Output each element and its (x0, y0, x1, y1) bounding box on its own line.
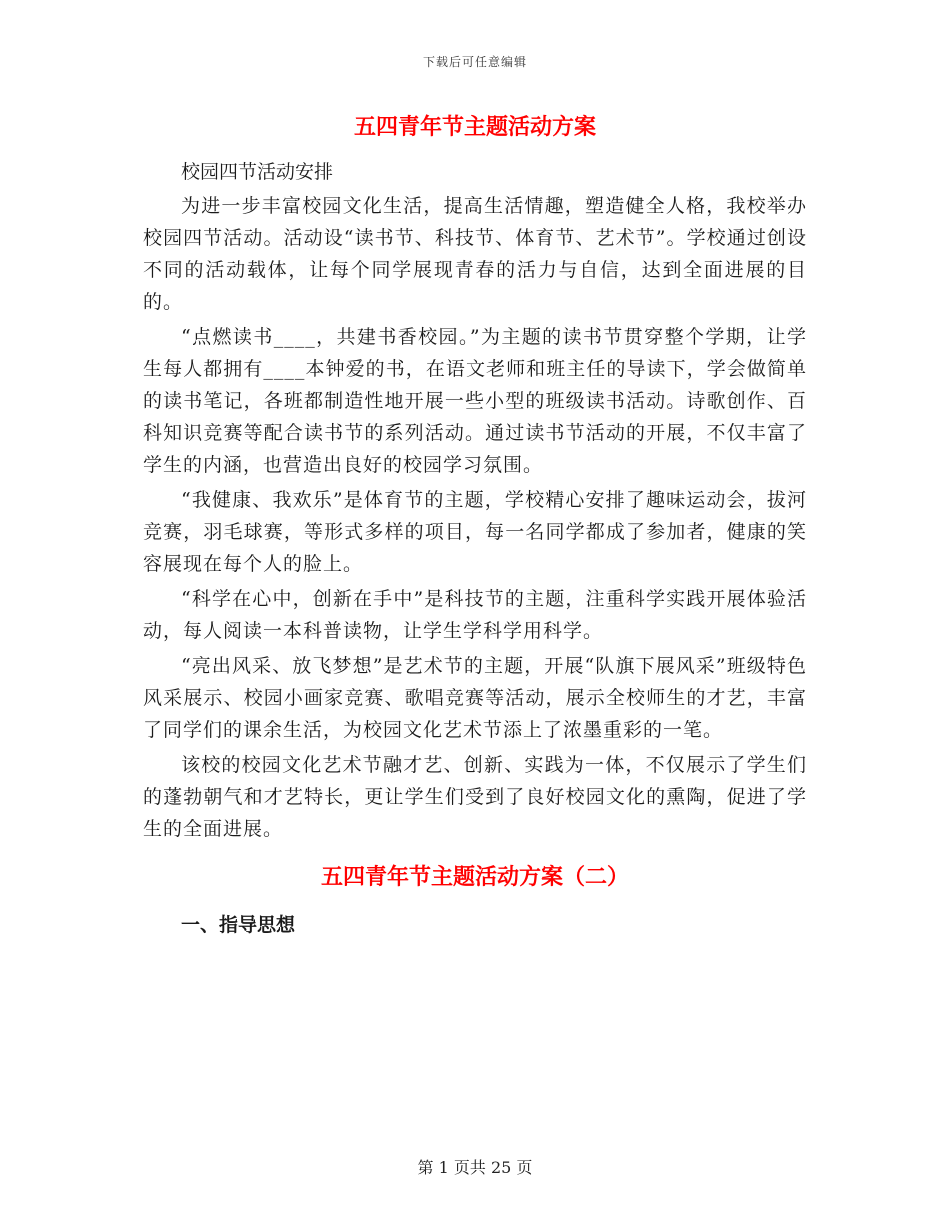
document-subtitle: 校园四节活动安排 (181, 161, 334, 183)
section-heading: 一、指导思想 (181, 914, 296, 936)
paragraph-art-festival: “亮出风采、放飞梦想”是艺术节的主题，开展“队旗下展风采”班级特色风采展示、校园小画家竞赛、歌唱竞赛等活动，展示全校师生的才艺，丰富了同学们的课余生活，为校园文化艺术节添上了浓墨重彩的一笔。 (143, 655, 807, 741)
section-title: 五四青年节主题活动方案（二） (320, 864, 629, 890)
paragraph-sports-festival: “我健康、我欢乐”是体育节的主题，学校精心安排了趣味运动会，拔河竞赛，羽毛球赛，等形式多样的项目，每一名同学都成了参加者，健康的笑容展现在每个人的脸上。 (143, 489, 807, 575)
paragraph-reading-festival: “点燃读书____，共建书香校园。”为主题的读书节贯穿整个学期，让学生每人都拥有____本钟爱的书，在语文老师和班主任的导读下，学会做简单的读书笔记，各班都制造性地开展一些小型的班级读书活动。诗歌创作、百科知识竞赛等配合读书节的系列活动。通过读书节活动的开展，不仅丰富了学生的内涵，也营造出良好的校园学习氛围。 (143, 326, 807, 476)
paragraph-intro: 为进一步丰富校园文化生活，提高生活情趣，塑造健全人格，我校举办校园四节活动。活动设“读书节、科技节、体育节、艺术节”。学校通过创设不同的活动载体，让每个同学展现青春的活力与自信，达到全面进展的目的。 (143, 195, 807, 313)
paragraph-summary: 该校的校园文化艺术节融才艺、创新、实践为一体，不仅展示了学生们的蓬勃朝气和才艺特长，更让学生们受到了良好校园文化的熏陶，促进了学生的全面进展。 (143, 754, 807, 840)
document-body (143, 108, 807, 943)
document-title: 五四青年节主题活动方案 (353, 114, 596, 140)
paragraph-science-festival: “科学在心中，创新在手中”是科技节的主题，注重科学实践开展体验活动，每人阅读一本科普读物，让学生学科学用科学。 (143, 588, 807, 642)
page-footer: 第 1 页共 25 页 (417, 1158, 533, 1177)
header-note: 下载后可任意编辑 (422, 55, 527, 69)
